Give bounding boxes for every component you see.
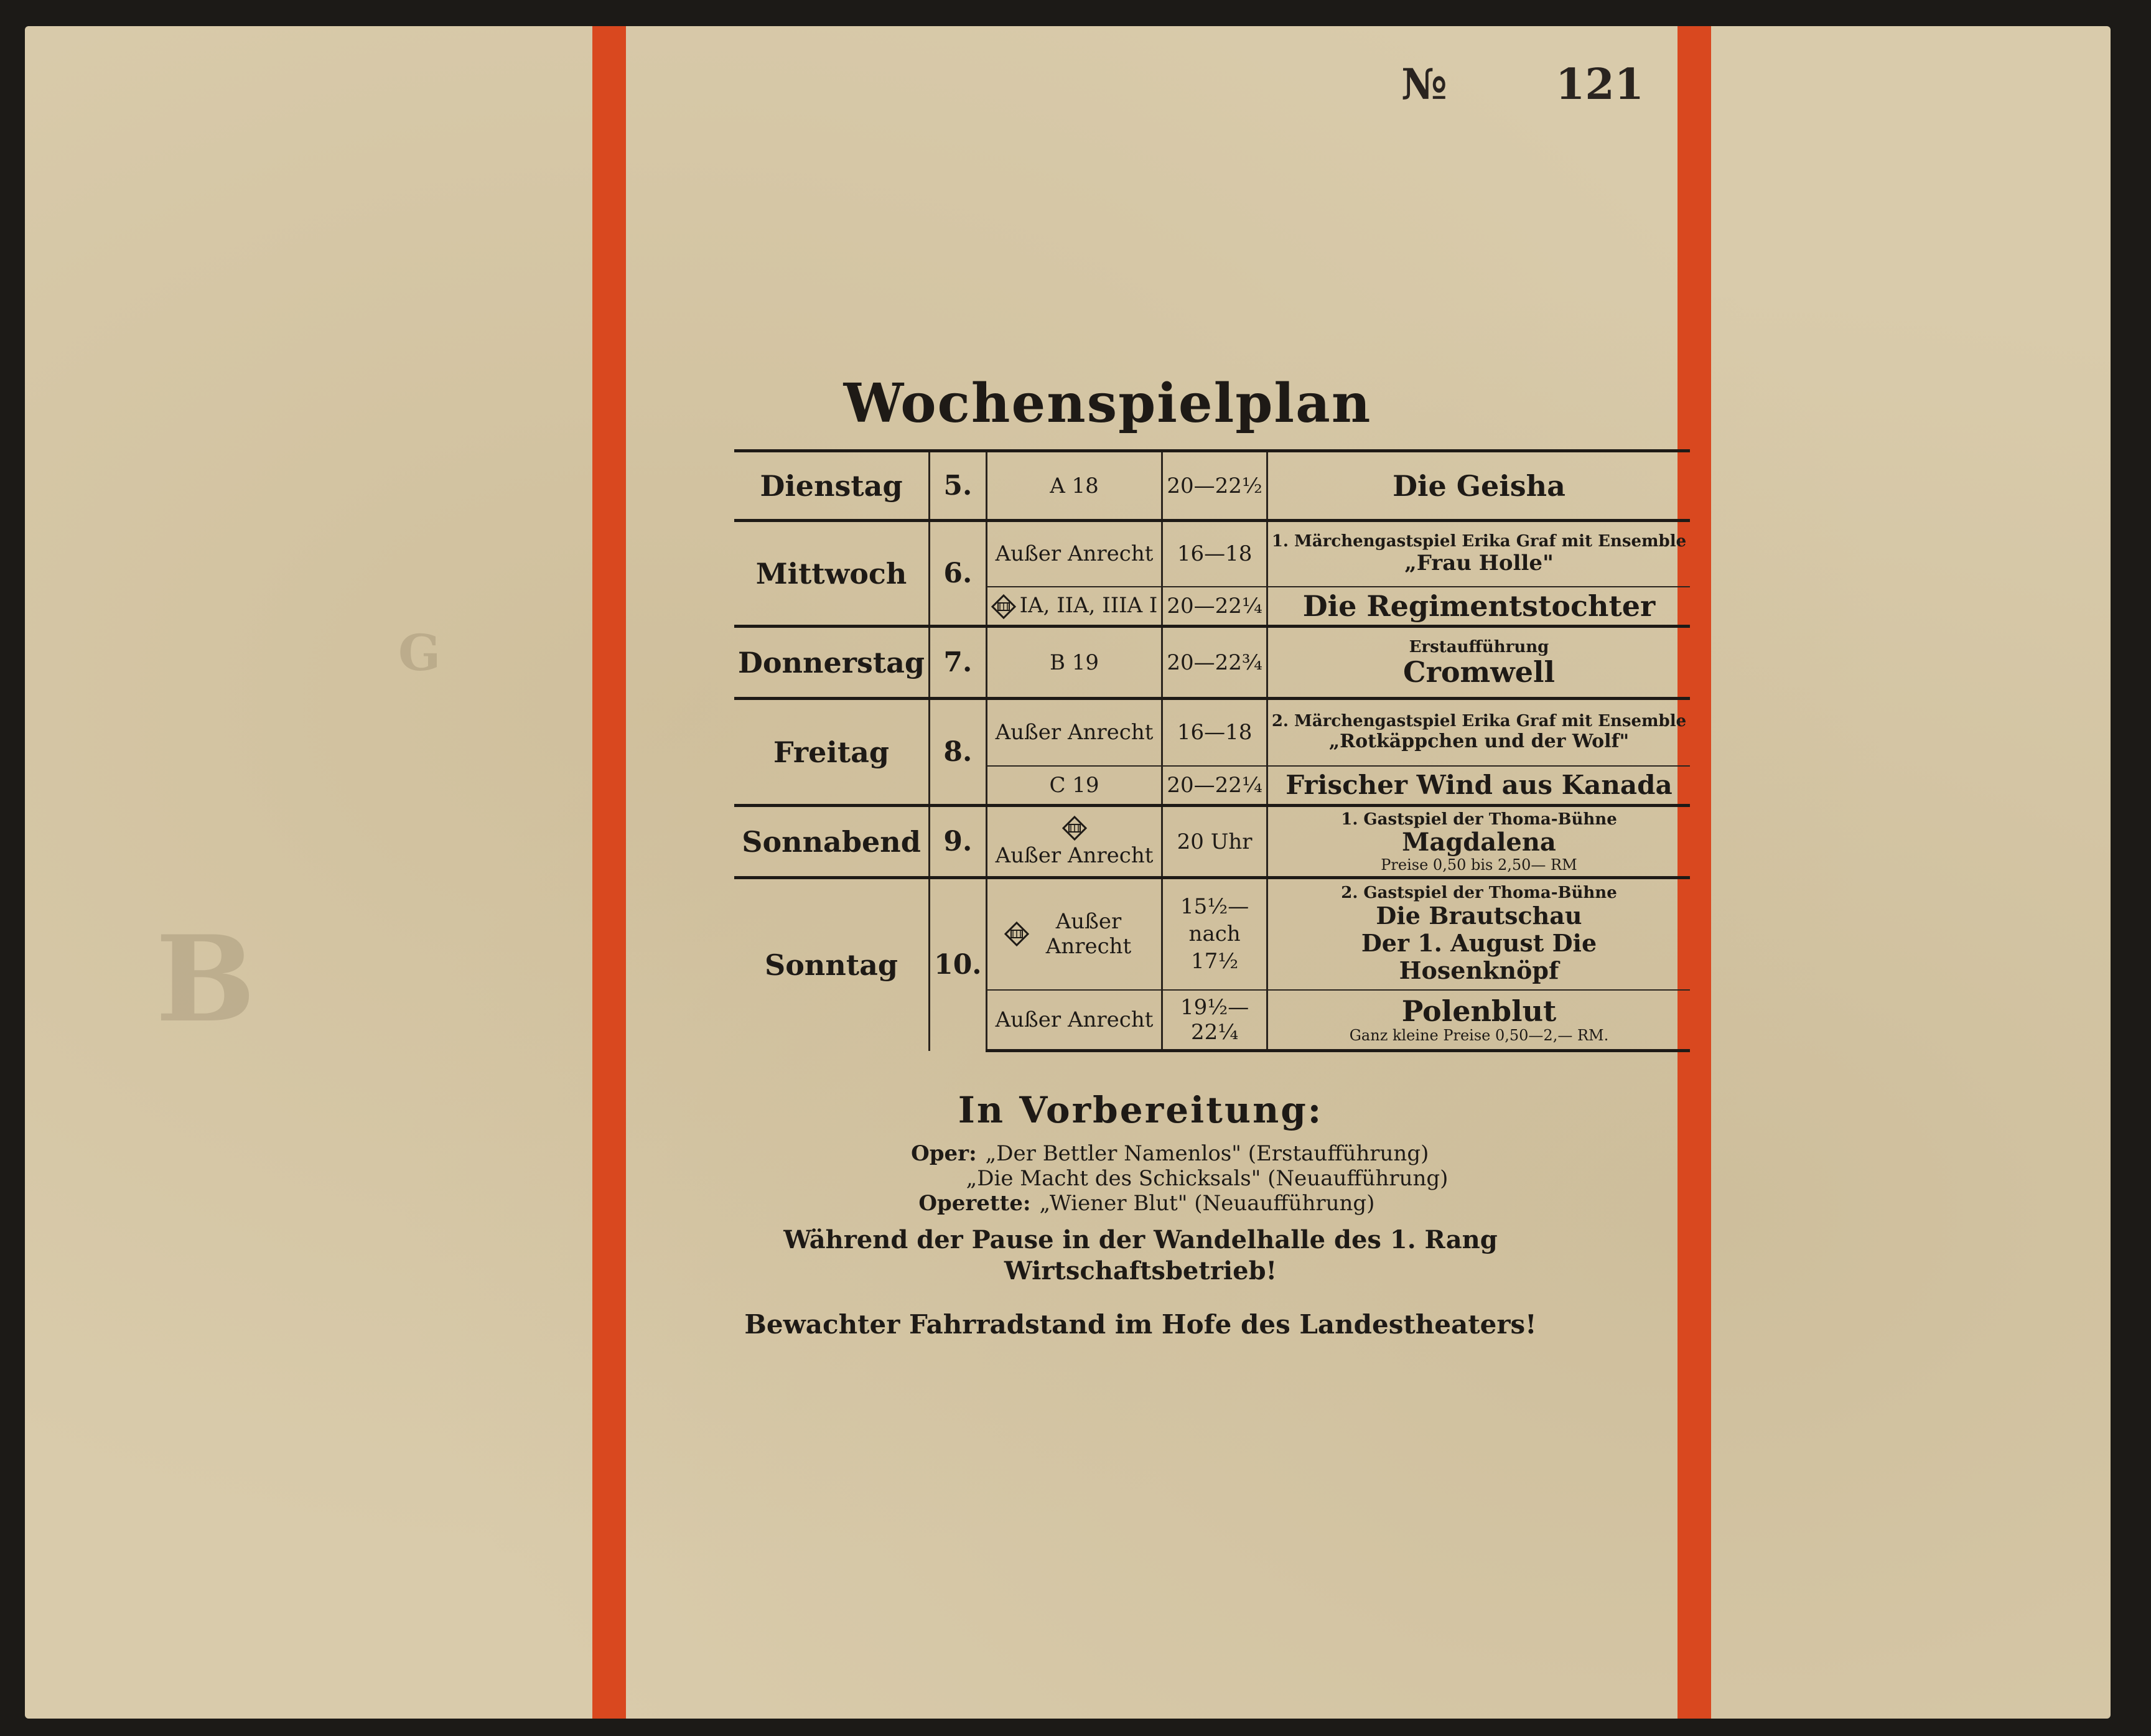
play bbox=[1267, 766, 1690, 806]
emblem-icon bbox=[1062, 816, 1087, 841]
piece-title: Die Regimentstochter bbox=[1302, 589, 1656, 623]
piece-title: „Rotkäppchen und der Wolf" bbox=[1328, 730, 1630, 753]
day-name: Sonnabend bbox=[734, 806, 930, 878]
subscription: C 19 bbox=[986, 766, 1162, 806]
schedule-row bbox=[734, 878, 1690, 990]
time: 20—22¼ bbox=[1162, 587, 1267, 627]
prep-line bbox=[734, 1166, 1547, 1191]
play-announcement: Erstaufführung bbox=[1409, 637, 1549, 656]
emblem-icon bbox=[991, 594, 1016, 619]
oper-item: „Der Bettler Namenlos" (Erstaufführung) bbox=[985, 1141, 1429, 1166]
subscription: A 18 bbox=[986, 451, 1162, 521]
play bbox=[1267, 878, 1690, 990]
day-date: 9. bbox=[930, 806, 987, 878]
time: 15½— nach 17½ bbox=[1162, 878, 1267, 990]
time: 19½— 22¼ bbox=[1162, 990, 1267, 1051]
day-name: Sonntag bbox=[734, 878, 930, 1051]
pause-notice-2: Wirtschaftsbetrieb! bbox=[1004, 1256, 1277, 1286]
play bbox=[1267, 990, 1690, 1051]
time: 20 Uhr bbox=[1162, 806, 1267, 878]
preparation-title: In Vorbereitung: bbox=[958, 1089, 1323, 1131]
day-name: Dienstag bbox=[734, 451, 930, 521]
play bbox=[1267, 587, 1690, 627]
subscription: Außer Anrecht bbox=[986, 699, 1162, 766]
schedule-row bbox=[734, 521, 1690, 587]
price-note: Preise 0,50 bis 2,50— RM bbox=[1381, 856, 1577, 874]
subscription bbox=[986, 806, 1162, 878]
schedule-row bbox=[734, 699, 1690, 766]
prep-line bbox=[734, 1191, 1547, 1216]
subscription-text: Außer Anrecht bbox=[1045, 909, 1132, 959]
play bbox=[1267, 699, 1690, 766]
oper-label: Oper: bbox=[911, 1141, 977, 1166]
preparation-section bbox=[734, 1089, 1547, 1340]
time: 16—18 bbox=[1162, 521, 1267, 587]
play-announcement: 1. Märchengastspiel Erika Graf mit Ensemble bbox=[1271, 532, 1687, 551]
prep-line bbox=[734, 1141, 1547, 1166]
subscription: Außer Anrecht bbox=[986, 990, 1162, 1051]
piece-title: Die Geisha bbox=[1393, 469, 1565, 503]
play bbox=[1267, 521, 1690, 587]
play-announcement: 2. Märchengastspiel Erika Graf mit Ensemble bbox=[1271, 712, 1687, 731]
subscription-text: Außer Anrecht bbox=[995, 842, 1154, 868]
subscription-text: IA, IIA, IIIA I bbox=[1019, 592, 1158, 618]
red-margin-bar-left bbox=[592, 26, 626, 1719]
play bbox=[1267, 806, 1690, 878]
play-announcement: 1. Gastspiel der Thoma-Bühne bbox=[1341, 810, 1617, 829]
time: 20—22½ bbox=[1162, 451, 1267, 521]
day-name: Freitag bbox=[734, 699, 930, 806]
schedule-table bbox=[734, 449, 1690, 1052]
piece-title: „Frau Holle" bbox=[1404, 551, 1554, 576]
time: 20—22¾ bbox=[1162, 627, 1267, 699]
play bbox=[1267, 451, 1690, 521]
time: 20—22¼ bbox=[1162, 766, 1267, 806]
number-label: № bbox=[1401, 60, 1450, 110]
subscription: B 19 bbox=[986, 627, 1162, 699]
schedule-row bbox=[734, 627, 1690, 699]
piece-title: Cromwell bbox=[1402, 655, 1555, 689]
operette-item: „Wiener Blut" (Neuaufführung) bbox=[1039, 1191, 1375, 1216]
day-name: Donnerstag bbox=[734, 627, 930, 699]
operette-label: Operette: bbox=[918, 1191, 1031, 1216]
bicycle-notice: Bewachter Fahrradstand im Hofe des Landestheaters! bbox=[744, 1309, 1537, 1340]
piece-title: Polenblut bbox=[1401, 994, 1557, 1028]
schedule-row bbox=[734, 806, 1690, 878]
day-date: 7. bbox=[930, 627, 987, 699]
piece-title: Frischer Wind aus Kanada bbox=[1285, 769, 1673, 800]
emblem-icon bbox=[1004, 922, 1029, 946]
day-date: 10. bbox=[930, 878, 987, 1051]
piece-title: Die Brautschau Der 1. August Die Hosenknöpf bbox=[1361, 902, 1597, 985]
issue-number: 121 bbox=[1556, 60, 1644, 110]
subscription bbox=[986, 587, 1162, 627]
price-note: Ganz kleine Preise 0,50—2,— RM. bbox=[1349, 1026, 1609, 1044]
piece-title: Magdalena bbox=[1402, 827, 1556, 857]
subscription: Außer Anrecht bbox=[986, 521, 1162, 587]
schedule-row bbox=[734, 451, 1690, 521]
day-date: 5. bbox=[930, 451, 987, 521]
play bbox=[1267, 627, 1690, 699]
day-name: Mittwoch bbox=[734, 521, 930, 627]
oper-item: „Die Macht des Schicksals" (Neuaufführung) bbox=[966, 1166, 1449, 1191]
play-announcement: 2. Gastspiel der Thoma-Bühne bbox=[1341, 884, 1617, 903]
pause-notice: Während der Pause in der Wandelhalle des 1. Rang bbox=[783, 1225, 1498, 1254]
newspaper-page: B G № 121 bbox=[25, 26, 2111, 1719]
day-date: 6. bbox=[930, 521, 987, 627]
time: 16—18 bbox=[1162, 699, 1267, 766]
page-title: Wochenspielplan bbox=[843, 372, 1372, 435]
subscription bbox=[986, 878, 1162, 990]
day-date: 8. bbox=[930, 699, 987, 806]
